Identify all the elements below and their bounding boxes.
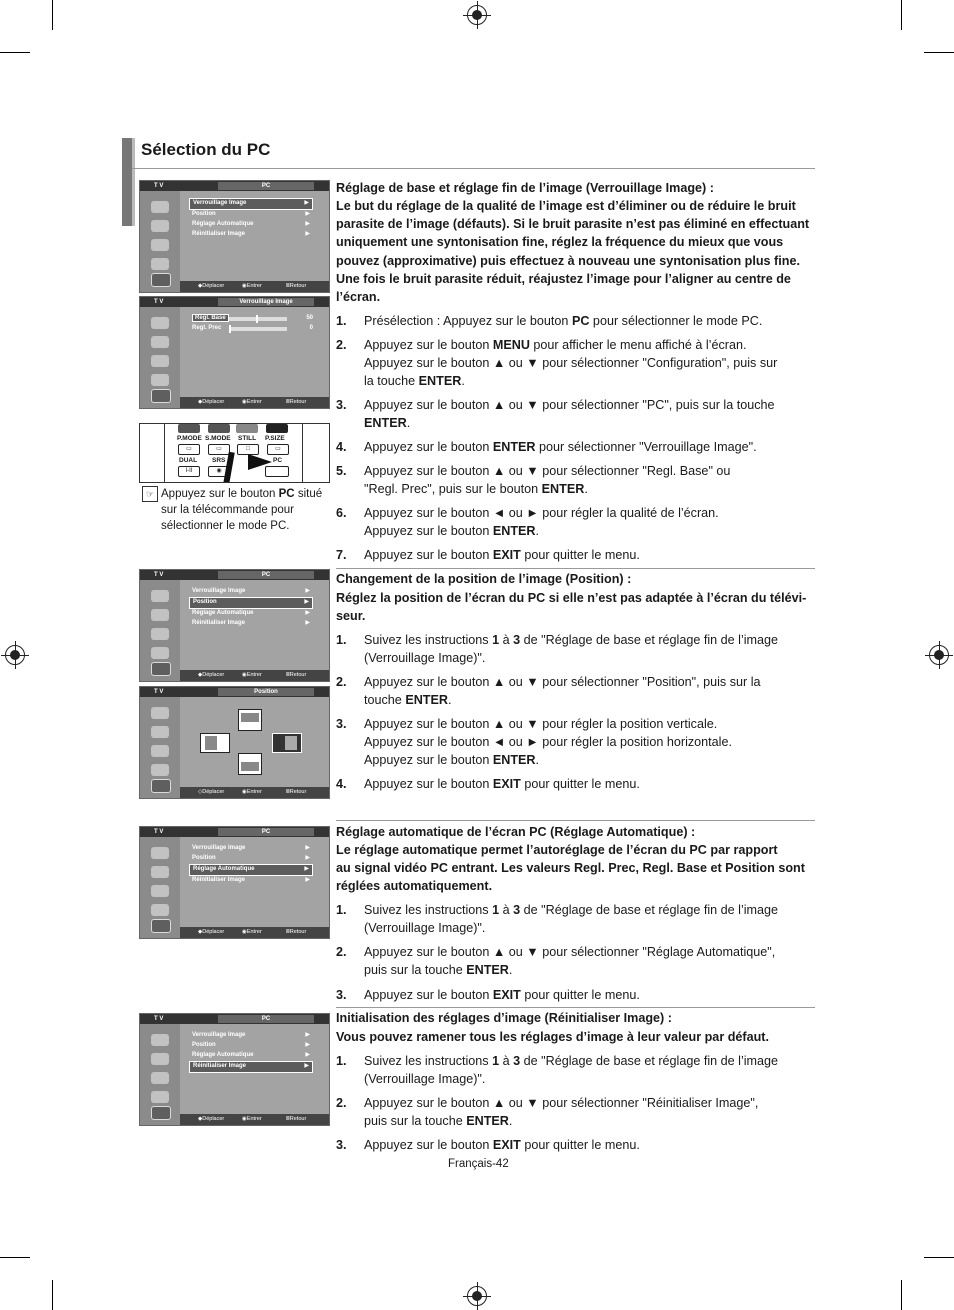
crop-mark — [901, 0, 902, 30]
crop-mark — [52, 0, 53, 30]
osd-menu-item: Verrouillage Image ▶ — [192, 845, 310, 851]
s2-intro: Réglez la position de l’écran du PC si elle n’est pas adaptée à l’écran du télévi- seur. — [336, 591, 807, 624]
crop-mark — [0, 1257, 30, 1258]
osd-header: Verrouillage Image — [218, 298, 314, 306]
s2-heading: Changement de la position de l’image (Position) : — [336, 572, 632, 586]
section-rule — [336, 568, 815, 569]
title-rule — [132, 168, 815, 169]
osd-menu-item: Position ▶ — [192, 1042, 310, 1048]
osd-menu-item: Réglage Automatique ▶ — [192, 610, 310, 616]
title-accent-bar — [132, 138, 135, 226]
osd-menu-item: Réglage Automatique ▶ — [189, 864, 313, 876]
remote-label: P.SIZE — [265, 435, 285, 442]
section-rule — [336, 1007, 815, 1008]
page-title: Sélection du PC — [141, 140, 271, 159]
s3-intro: Le réglage automatique permet l’autoréglage de l’écran du PC par rapport au signal vidéo PC entrant. Les valeurs Regl. Prec, Regl. Base et Position sont réglées automatiquement. — [336, 843, 805, 894]
remote-label: I-II — [178, 466, 200, 477]
osd-tv-label: T V — [154, 829, 164, 835]
osd-footer: ◆ Déplacer ◉ Entrer Ⅲ Retour — [180, 397, 329, 408]
osd-tv-label: T V — [154, 299, 164, 305]
position-right-icon — [272, 733, 302, 753]
note-text: Appuyez sur le bouton PC situé sur la télécommande pour sélectionner le mode PC. — [161, 488, 323, 532]
osd-verrouillage — [139, 296, 330, 409]
registration-mark-icon — [5, 645, 25, 665]
osd-header: PC — [218, 571, 314, 579]
osd-footer: ◆ Déplacer ◉ Entrer Ⅲ Retour — [180, 281, 329, 292]
s4-heading: Initialisation des réglages d’image (Réinitialiser Image) : — [336, 1011, 672, 1025]
osd-menu-item: Position ▶ — [192, 211, 310, 217]
s3-heading: Réglage automatique de l’écran PC (Réglage Automatique) : — [336, 825, 696, 839]
osd-footer: ◆ Déplacer ◉ Entrer Ⅲ Retour — [180, 1114, 329, 1125]
osd-pc-menu — [139, 180, 330, 293]
osd-menu-item: Réinitialiser Image ▶ — [192, 877, 310, 883]
crop-mark — [0, 52, 30, 53]
osd-menu-item: Position ▶ — [189, 597, 313, 609]
osd-menu-item: Verrouillage Image ▶ — [192, 588, 310, 594]
s4-intro: Vous pouvez ramener tous les réglages d’image à leur valeur par défaut. — [336, 1030, 769, 1044]
remote-illustration: P.MODE S.MODE STILL P.SIZE ▭ ▭ □ ▭ DUAL SRS PC I-II ◉ — [139, 423, 330, 483]
osd-tv-label: T V — [154, 1016, 164, 1022]
osd-slider-regl-prec: Regl. Prec 0 — [192, 325, 313, 331]
crop-mark — [924, 1257, 954, 1258]
registration-mark-icon — [467, 1286, 487, 1306]
osd-tv-label: T V — [154, 572, 164, 578]
crop-mark — [52, 1280, 53, 1310]
position-down-icon — [238, 753, 262, 775]
osd-tv-label: T V — [154, 689, 164, 695]
remote-label: SRS — [212, 457, 226, 464]
osd-pc-menu-auto — [139, 826, 330, 939]
title-accent-bar — [122, 138, 132, 226]
s1-heading: Réglage de base et réglage fin de l’image (Verrouillage Image) : — [336, 181, 714, 195]
s1-intro: Le but du réglage de la qualité de l’image est d’éliminer ou de réduire le bruit parasite de l’image (défauts). Si le bruit parasite n’est pas éliminé en effectuant uniquement une syntonisation fine, réglez la fréquence du mieux que vous pouvez (approximative) puis effectuez à nouveau une syntonisation plus fine. Une fois le bruit parasite réduit, réajustez l’image pour l’aligner au centre de l’écran. — [336, 199, 810, 305]
remote-label: P.MODE — [177, 435, 202, 442]
note-icon: ☞ — [142, 486, 158, 502]
registration-mark-icon — [929, 645, 949, 665]
osd-header: PC — [218, 1015, 314, 1023]
osd-footer: ◆ Déplacer ◉ Entrer Ⅲ Retour — [180, 670, 329, 681]
osd-menu-item: Position ▶ — [192, 855, 310, 861]
osd-pc-menu-reset — [139, 1013, 330, 1126]
crop-mark — [924, 52, 954, 53]
osd-header: Position — [218, 688, 314, 696]
osd-menu-item: Verrouillage Image ▶ — [192, 1032, 310, 1038]
osd-header: PC — [218, 828, 314, 836]
remote-label: S.MODE — [205, 435, 231, 442]
remote-label: DUAL — [179, 457, 198, 464]
position-left-icon — [200, 733, 230, 753]
osd-header: PC — [218, 182, 314, 190]
crop-mark — [901, 1280, 902, 1310]
registration-mark-icon — [467, 5, 487, 25]
position-up-icon — [238, 709, 262, 731]
osd-menu-item: Réinitialiser Image ▶ — [192, 620, 310, 626]
osd-menu-item: Réglage Automatique ▶ — [192, 1052, 310, 1058]
osd-slider-regl-base: Regl. Base 50 — [189, 314, 313, 324]
remote-label: STILL — [238, 435, 257, 442]
osd-menu-item: Réinitialiser Image ▶ — [192, 231, 310, 237]
osd-tv-label: T V — [154, 183, 164, 189]
page-number: Français-42 — [448, 1158, 509, 1170]
osd-footer: ◆ Déplacer ◉ Entrer Ⅲ Retour — [180, 927, 329, 938]
osd-footer: ◇ Déplacer ◉ Entrer Ⅲ Retour — [180, 787, 329, 798]
osd-position-screen — [139, 686, 330, 799]
osd-menu-item: Réglage Automatique ▶ — [192, 221, 310, 227]
remote-label: PC — [273, 457, 283, 464]
section-rule — [336, 820, 815, 821]
osd-menu-item: Réinitialiser Image ▶ — [189, 1061, 313, 1073]
osd-menu-item: Verrouillage Image ▶ — [189, 198, 313, 210]
osd-pc-menu-position — [139, 569, 330, 682]
